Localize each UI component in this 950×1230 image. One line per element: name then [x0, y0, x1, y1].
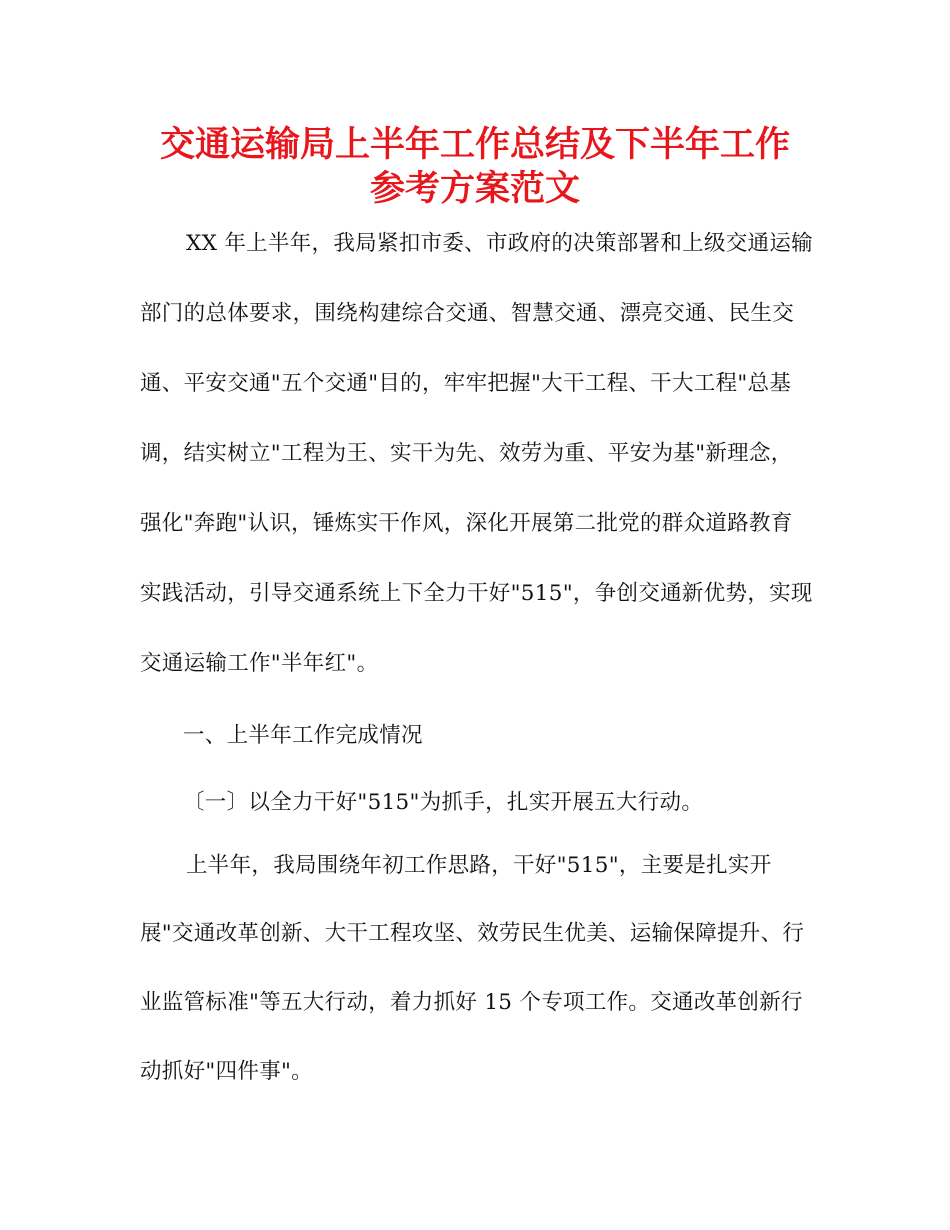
body-paragraph-2-line-1: 上半年，我局围绕年初工作思路，干好"515"，主要是扎实开 — [186, 853, 772, 878]
body-paragraph-1-line-1: XX 年上半年，我局紧扣市委、市政府的决策部署和上级交通运输 — [186, 231, 813, 256]
body-paragraph-1-line-4: 调，结实树立"工程为王、实干为先、效劳为重、平安为基"新理念， — [140, 441, 793, 466]
body-paragraph-1-line-5: 强化"奔跑"认识，锤炼实干作风，深化开展第二批党的群众道路教育 — [140, 511, 793, 536]
document-title-line-2: 参考方案范文 — [369, 169, 580, 209]
body-paragraph-1-line-6: 实践活动，引导交通系统上下全力干好"515"，争创交通新优势，实现 — [140, 581, 813, 606]
body-paragraph-1-line-2: 部门的总体要求，围绕构建综合交通、智慧交通、漂亮交通、民生交 — [140, 301, 795, 326]
body-paragraph-2-line-2: 展"交通改革创新、大干工程攻坚、效劳民生优美、运输保障提升、行 — [140, 921, 805, 946]
document-title-line-1: 交通运输局上半年工作总结及下半年工作 — [159, 125, 790, 165]
body-paragraph-1-line-7: 交通运输工作"半年红"。 — [140, 651, 379, 676]
body-paragraph-1-line-3: 通、平安交通"五个交通"目的，牢牢把握"大干工程、干大工程"总基 — [140, 371, 792, 396]
body-paragraph-2-line-4: 动抓好"四件事"。 — [140, 1059, 313, 1084]
subsection-heading-1: 〔一〕以全力干好"515"为抓手，扎实开展五大行动。 — [183, 790, 704, 815]
section-heading-1: 一、上半年工作完成情况 — [183, 723, 423, 748]
body-paragraph-2-line-3: 业监管标准"等五大行动，着力抓好 15 个专项工作。交通改革创新行 — [140, 990, 803, 1015]
